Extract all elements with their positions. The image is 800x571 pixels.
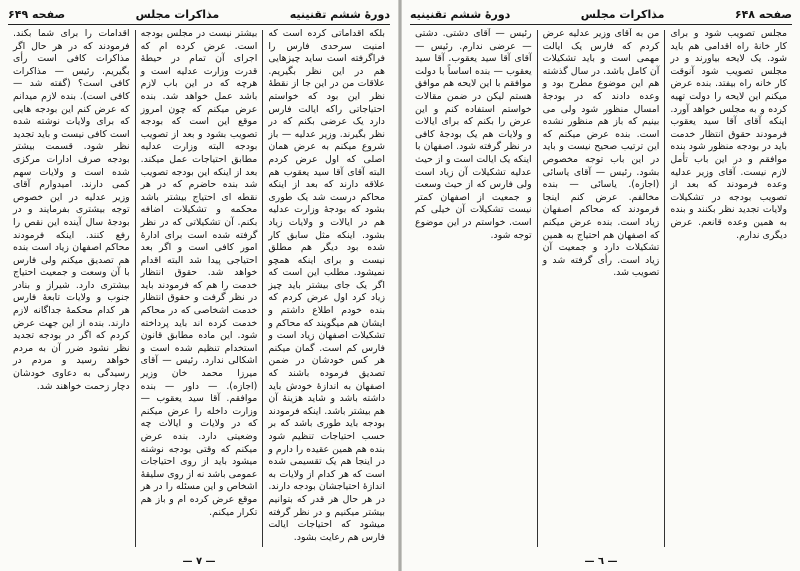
left-page-columns — [8, 28, 390, 549]
left-col-3 — [8, 28, 135, 549]
right-col-2-text: من به آقای وزیر عدلیه عرض کردم که فارس یک ایالت مهمی است و باید تشکیلات آن کامل باشد. در سال گذشته هم این موضوع مطرح بود و وعده دادند که در بودجهٔ امسال منظور شود ولی می بینیم که باز هم منظور نشده است. بنده عرض میکنم که این ترتیب صحیح نیست و باید در این باب توجه مخصوص بشود. رئیس — آقای یاسائی (اجازه). یاسائی — بنده مخالفم. عرض کنم اینجا فرمودند که محاکم اصفهان زیاد است. بنده عرض میکنم که اصفهان هم احتیاج به همین تشکیلات دارد و جمعیت آن زیاد است. رأی گرفته شد و تصویب شد. — [542, 28, 660, 279]
left-page-number: — ٧ — — [182, 556, 216, 567]
left-col-2 — [136, 28, 263, 549]
left-col-3-text: اقدامات را برای شما بکند. فرمودند که در هر حال اگر مذاکرات کافی است رأی بگیریم. رئیس — مذاکرات کافی است؟ (گفته شد — کافی است). بنده لازم میدانم که عرض کنم این بودجه هایی که برای ولایات نوشته شده است کافی نیست و باید تجدید نظر شود. قسمت بیشتر بودجه صرف ادارات مرکزی شده است و ولایات سهم کمی دارند. امیدوارم آقای وزیر عدلیه در این خصوص توجه بیشتری بفرمایند و در بودجهٔ سال آینده این نقص را رفع کنند. اینکه فرمودند محاکم اصفهان زیاد است بنده هم تصدیق میکنم ولی فارس با آن وسعت و جمعیت احتیاج بیشتری دارد. شیراز و بنادر جنوب و ولایات تابعهٔ فارس هر کدام محکمهٔ جداگانه لازم دارند. بنده از این جهت عرض کردم که اگر در بودجه تجدید نظر نشود ضرر آن به مردم خواهد رسید و مردم در رسیدگی به دعاوی خودشان دچار زحمت خواهند شد. — [12, 28, 130, 392]
column-divider — [664, 30, 665, 547]
right-page-number: — ٦ — — [584, 556, 618, 567]
right-col-3 — [410, 28, 537, 549]
right-col-1-text: مجلس تصویب شود و برای کار خانهٔ راه اقدامی هم باید شود. یک لایحه بیاورند و در مجلس تصویب شود آنوقت کار خانه راه بیفتد. بنده عرض میکنم این لایحه را دولت تهیه کرده و به مجلس خواهد آورد. اینکه آقای آقا سید یعقوب فرمودند حقوق انتظار خدمت باید در بودجه منظور شود بنده موافقم و در این باب تأمل لازم نیست. آقای وزیر عدلیه وعده فرمودند که بعد از تصویب بودجه در تشکیلات ولایات تجدید نظر بکنند و بنده به همین وعده قانعم. عرض دیگری ندارم. — [670, 28, 787, 241]
left-header-session: دورهٔ ششم تقنینیه — [289, 7, 390, 21]
right-page-header — [410, 4, 792, 25]
right-header-session: دورهٔ ششم تقنینیه — [410, 7, 511, 21]
column-divider — [135, 30, 136, 547]
right-col-1 — [665, 28, 792, 549]
left-col-2-text: بیشتر نیست در مجلس بودجه است. عرض کرده ام که اجرای آن تمام در حیطهٔ قدرت وزارت عدلیه است و هرچه که در این باب لازم باشد عمل خواهد شد. بنده عرض میکنم که چون امروز موقع این است که بودجه تصویب بشود و بعد از تصویب بودجه البته وزارت عدلیه مطابق احتیاجات عمل میکند. بعد از اینکه این بودجه تصویب شد بنده حاضرم که در هر نقطه ای احتیاج بیشتر باشد محکمه و تشکیلات اضافه بکنم. آن تشکیلاتی که در نظر گرفته شده است برای ادارهٔ امور کافی است و اگر بعد احتیاجی پیدا شد البته اقدام خواهد شد. حقوق انتظار خدمت را هم که فرمودند باید در نظر گرفت و حقوق انتظار خدمت اشخاصی که در محاکم خدمت کرده اند باید پرداخته شود. این ماده مطابق قانون استخدام تنظیم شده است و اشکالی ندارد. رئیس — آقای میرزا محمد خان وزیر (اجازه). — داور — بنده موافقم. آقا سید یعقوب — وزارت داخله را عرض میکنم که در ولایات و ایالات چه وضعیتی دارد. بنده عرض میکنم که وقتی بودجه نوشته میشود باید از روی احتیاجات عمومی باشد نه از روی سلیقهٔ اشخاص و این مسئله را در هر موقع عرض کرده ام و باز هم تکرار میکنم. — [140, 28, 258, 518]
right-page-columns — [410, 28, 792, 549]
left-page-header — [8, 4, 390, 25]
column-divider — [537, 30, 538, 547]
right-header-title: مذاکرات مجلس — [580, 7, 665, 21]
right-col-3-text: رئیس — آقای دشتی. دشتی — عرضی ندارم. رئیس — آقای آقا سید یعقوب. آقا سید یعقوب — بنده اساساً با دولت موافقم با این لایحه هم موافق هستم لیکن در ضمن مقالات خواستم استفاده کنم و این عرض را بکنم که برای ایالات و ولایات هم یک بودجهٔ کافی در نظر گرفته شود. اصفهان با اینکه یک ایالت است و از حیث عدلیه تشکیلات آن زیاد است ولی فارس که از حیث وسعت و جمعیت از اصفهان کمتر نیست تشکیلات آن خیلی کم است. خواستم در این موضوع توجه شود. — [414, 28, 532, 241]
left-col-1 — [263, 28, 390, 549]
right-header-page-label: صفحه ۶۴۸ — [734, 7, 792, 21]
right-page — [402, 0, 800, 571]
right-col-2 — [538, 28, 665, 549]
left-header-title: مذاکرات مجلس — [135, 7, 220, 21]
left-header-page-label: صفحه ۶۴۹ — [8, 7, 66, 21]
left-page — [0, 0, 398, 571]
column-divider — [262, 30, 263, 547]
left-col-1-text: بلکه اقداماتی کرده است که امنیت سرحدی فارس را فراگرفته است ساید چیزهایی هم در این نظر بگیریم. علاقات من در این جا از نقطهٔ نظر این بود که خواستم احتیاجاتی راکه ایالت فارس دارد یک عرضی بکنم که در نظر بگیرند. وزیر عدلیه — باز شروع میکنم به عرض همان اصلی که اول عرض کردم البته آقای آقا سید یعقوب هم علاقه دارند که بعد از اینکه محاکم درست شد یک طوری بشود که بودجهٔ وزارت عدلیه هم در ایالات و ولایات زیاد بشود. اینکه مثل سابق کار شده بود دیگر هم مطلق نیست و برای اینکه همچو نمیشود. مطلب این است که اگر یک جای بیشتر باید چیز زیاد کرد اول عرض کردم که بنده خودم اطلاع داشتم و ایشان هم میگویند که محاکم و تشکیلات اصفهان زیاد است و فارس کم است. گمان میکنم هر کس خودشان در ضمن تصدیق فرموده باشند که اصفهان به اندازهٔ خودش باید داشته باشد و شاید هزینهٔ آن هم بیشتر باشد. اینکه فرمودند بودجه باید طوری باشد که بر حسب احتیاجات تنظیم شود بنده هم همین عقیده را دارم و در اینجا هم یک تقسیمی شده است که هر کدام از ولایات به اندازهٔ احتیاجشان بودجه دارند. در هر حال هر قدر که بتوانیم بیشتر میکنیم و در نظر گرفته میشود که احتیاجات ایالت فارس هم رعایت بشود. — [268, 28, 385, 543]
